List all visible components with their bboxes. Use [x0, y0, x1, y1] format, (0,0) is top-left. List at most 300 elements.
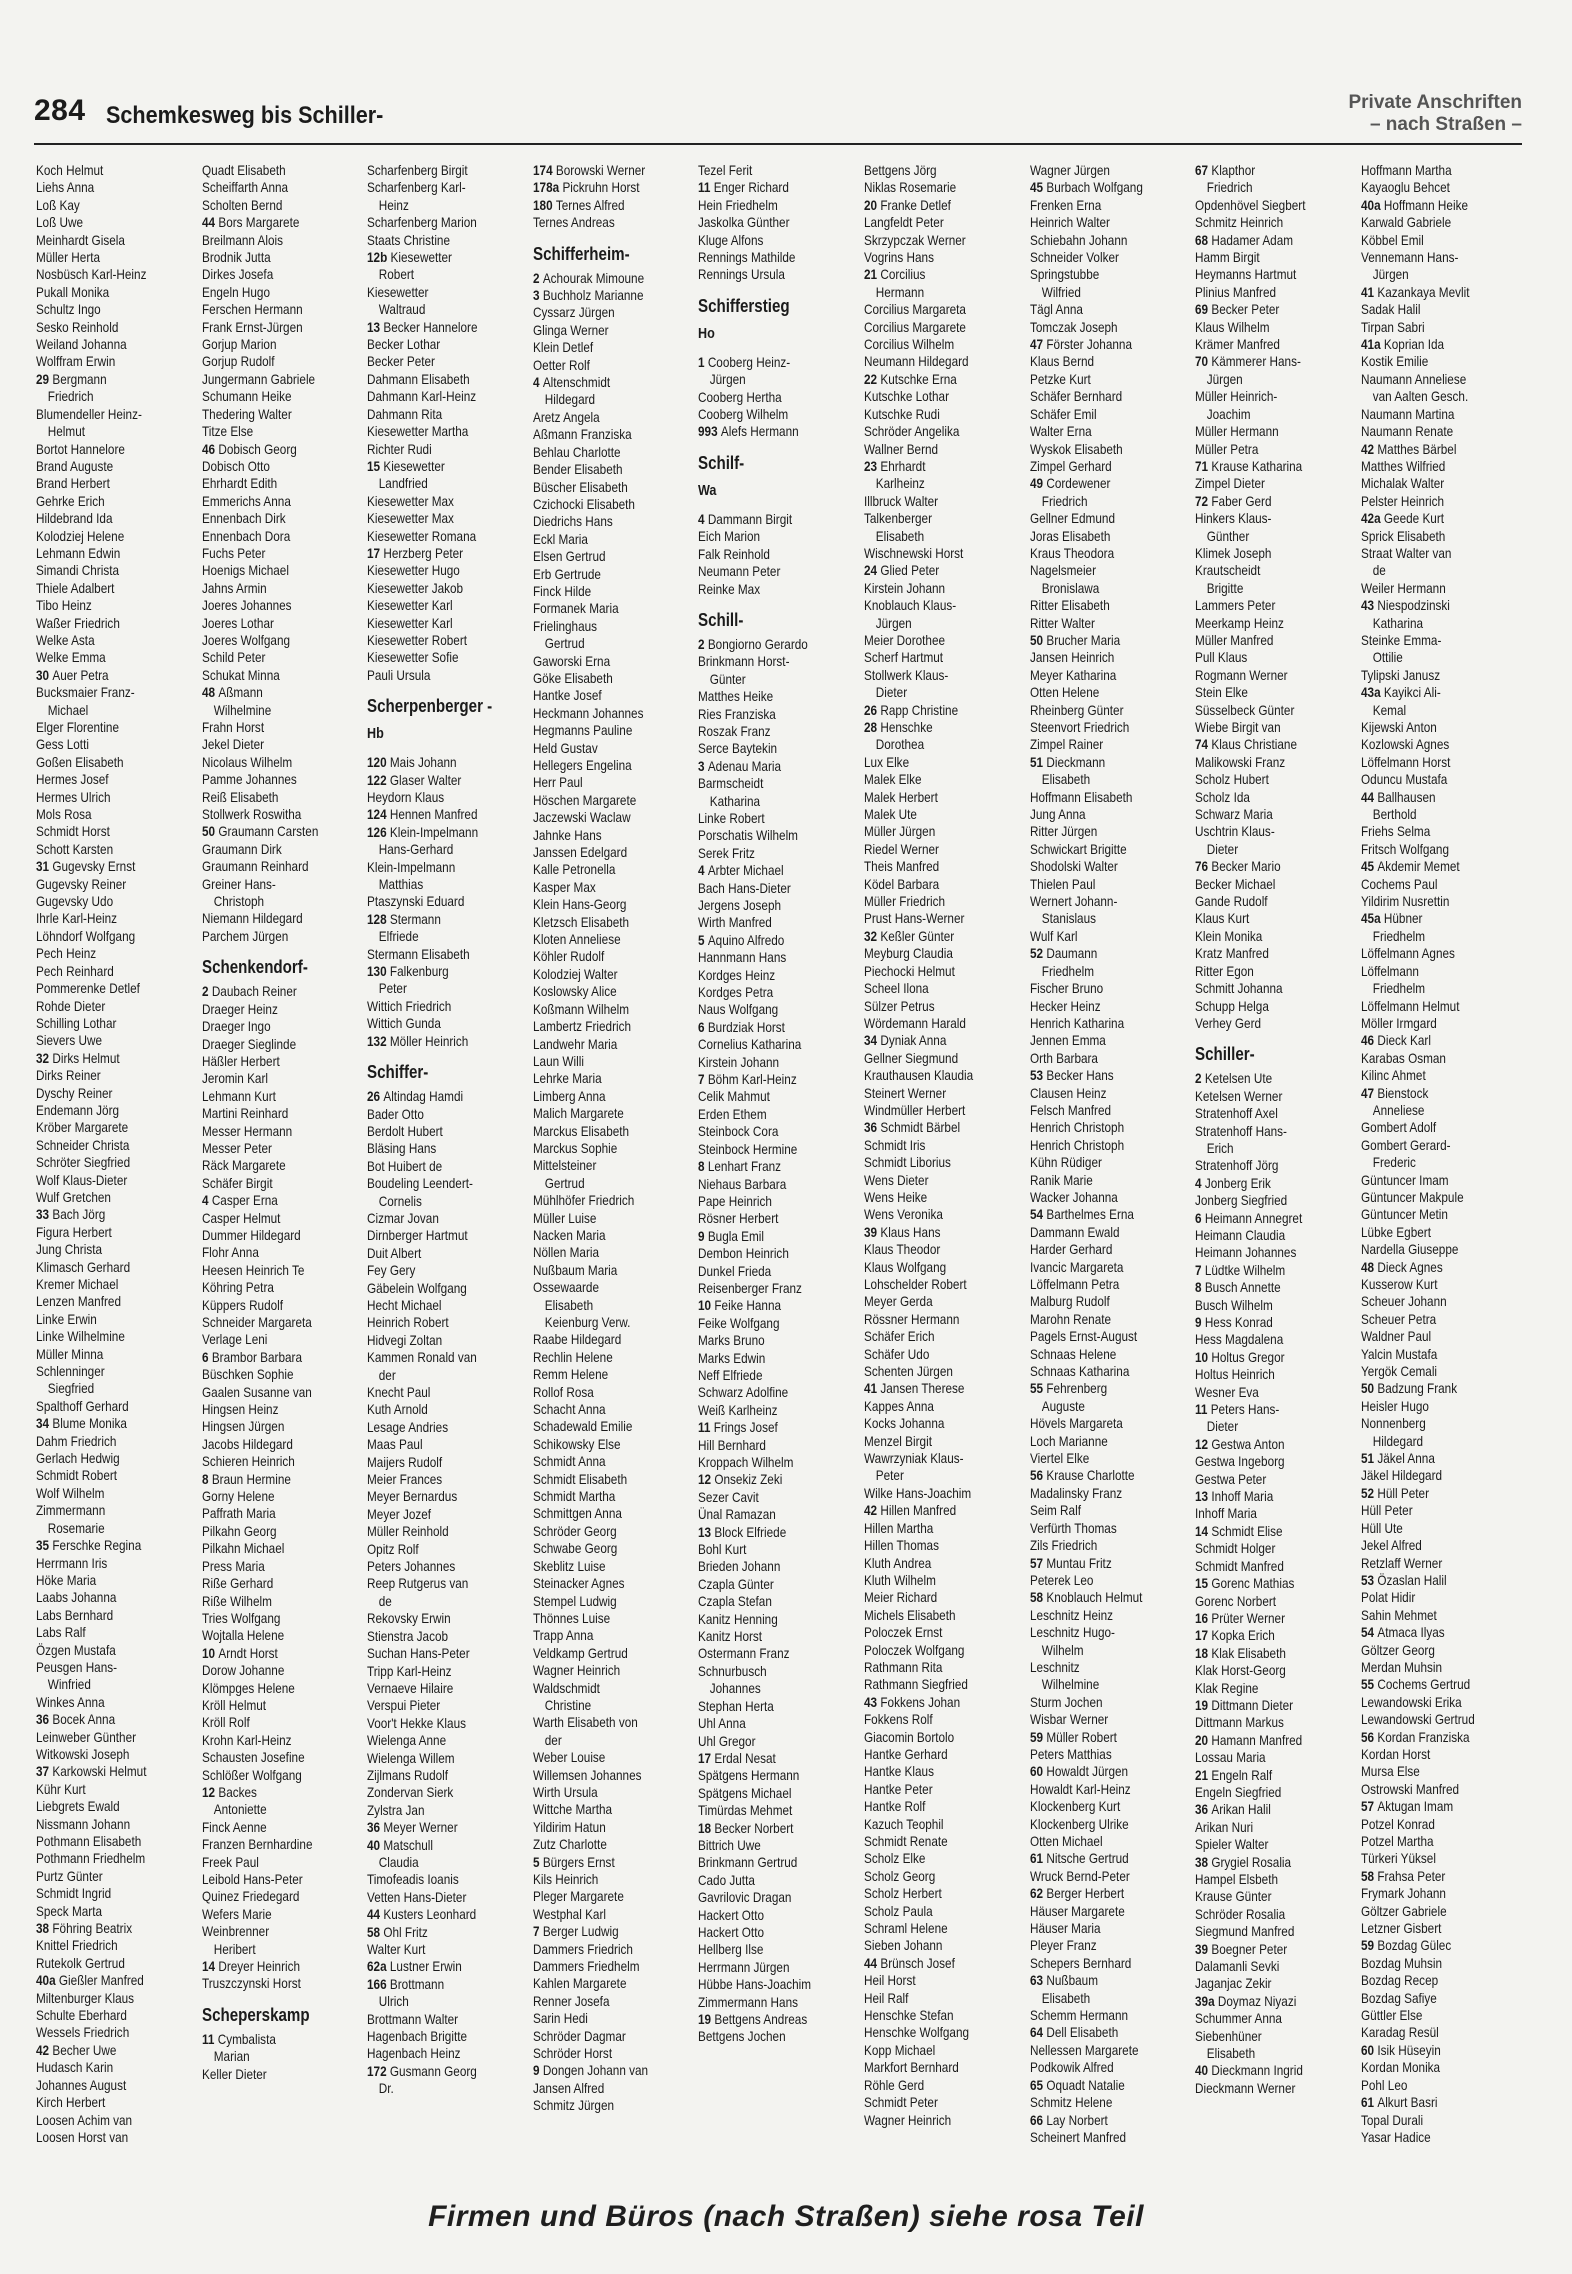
resident-entry: Potzel Konrad [1360, 1815, 1435, 1832]
house-number: 41 [1360, 283, 1378, 300]
house-number: 5 [698, 931, 709, 948]
resident-entry: Süsselbeck Günter [1195, 701, 1295, 718]
resident-entry: Verhey Gerd [1195, 1014, 1262, 1031]
resident-entry: Renner Josefa [532, 1992, 610, 2009]
resident-entry: Klein Detlef [532, 339, 593, 356]
resident-entry: Marohn Renate [1029, 1310, 1111, 1327]
resident-entry: Gerlach Hedwig [36, 1450, 120, 1467]
resident-entry: 50 Graumann Carsten [201, 823, 318, 840]
house-number: 45a [1360, 910, 1384, 927]
resident-entry: Otten Helene [1029, 684, 1099, 701]
resident-entry: Scharfenberg Birgit [367, 162, 468, 178]
resident-entry: Ködel Barbara [864, 875, 940, 892]
resident-entry: 128 Stermann [367, 910, 442, 927]
resident-entry: Yasar Hadice [1360, 2128, 1431, 2145]
resident-entry: 10 Feike Hanna [698, 1297, 782, 1314]
resident-entry: Mols Rosa [36, 806, 92, 823]
resident-entry: Pech Reinhard [36, 962, 114, 979]
resident-entry: Rösner Herbert [698, 1210, 779, 1227]
resident-entry: Thiele Adalbert [36, 579, 115, 596]
house-number: 7 [1195, 1261, 1206, 1278]
resident-entry: 11 Cymbalista [201, 2030, 276, 2047]
resident-entry: Frank Ernst-Jürgen [201, 318, 303, 335]
resident-entry: Jaganjac Zekir [1195, 1975, 1272, 1992]
resident-entry: Blumendeller Heinz- [36, 405, 142, 422]
resident-entry: Gugevsky Udo [36, 893, 114, 910]
resident-entry: Kiesewetter [367, 283, 429, 300]
resident-entry: Jungermann Gabriele [201, 370, 315, 387]
resident-entry: Hoffmann Elisabeth [1029, 788, 1133, 805]
entry-continuation: Auguste [1041, 1397, 1085, 1414]
house-number: 48 [1360, 1258, 1378, 1275]
street-heading: Schifferheim- [532, 243, 630, 264]
house-number: 40a [1360, 196, 1384, 213]
resident-entry: 64 Dell Elisabeth [1029, 2024, 1118, 2041]
resident-entry: Hellegers Engelina [532, 757, 632, 773]
resident-entry: 50 Brucher Maria [1029, 631, 1120, 648]
entry-continuation: Elfriede [378, 928, 419, 945]
resident-entry: Hill Bernhard [698, 1436, 767, 1453]
resident-entry: Corcilius Wilhelm [864, 336, 955, 353]
resident-entry: Breilmann Alois [201, 231, 283, 248]
house-number: 9 [532, 2062, 543, 2079]
resident-entry: Wallner Bernd [864, 440, 939, 457]
resident-entry: Hegmanns Pauline [532, 722, 633, 739]
resident-entry: 8 Lenhart Franz [698, 1158, 782, 1175]
resident-entry: 15 Gorenc Mathias [1195, 1575, 1295, 1592]
resident-entry: Kappes Anna [864, 1397, 934, 1414]
resident-entry: Kluth Wilhelm [864, 1571, 936, 1588]
resident-entry: Gorjup Rudolf [201, 353, 275, 370]
entry-continuation: Dieter [1206, 840, 1239, 857]
resident-entry: 48 Dieck Agnes [1360, 1258, 1443, 1275]
resident-entry: Oduncu Mustafa [1360, 771, 1448, 788]
resident-entry: Yergök Cemali [1360, 1363, 1437, 1380]
resident-entry: Schenten Jürgen [864, 1363, 953, 1380]
resident-entry: Röhle Gerd [864, 2076, 925, 2093]
resident-entry: 28 Henschke [864, 719, 933, 735]
resident-entry: Rollof Rosa [532, 1383, 594, 1400]
resident-entry: Becker Peter [367, 353, 436, 370]
resident-entry: Tomczak Joseph [1029, 318, 1118, 335]
resident-entry: Speck Marta [36, 1902, 103, 1919]
resident-entry: Müller Jürgen [864, 823, 936, 840]
resident-entry: Gestwa Ingeborg [1195, 1453, 1285, 1470]
resident-entry: 42a Geede Kurt [1360, 510, 1444, 527]
resident-entry: Boudeling Leendert- [367, 1175, 474, 1192]
resident-entry: Schupp Helga [1195, 997, 1270, 1014]
resident-entry: Podkowik Alfred [1029, 2059, 1114, 2076]
resident-entry: Dahmann Rita [367, 405, 443, 422]
resident-entry: Scherf Hartmut [864, 649, 944, 666]
resident-entry: Wirth Manfred [698, 914, 773, 931]
resident-entry: Prust Hans-Werner [864, 910, 965, 927]
resident-entry: Müller Reinhold [367, 1523, 449, 1540]
resident-entry: Meyer Katharina [1029, 666, 1116, 683]
resident-entry: 4 Altenschmidt [532, 374, 610, 391]
resident-entry: Kiesewetter Jakob [367, 579, 464, 596]
resident-entry: Schneider Margareta [201, 1314, 312, 1330]
resident-entry: Ehrhardt Edith [201, 475, 277, 492]
resident-entry: Wördemann Harald [864, 1014, 966, 1031]
resident-entry: 2 Achourak Mimoune [532, 269, 644, 286]
resident-entry: Krautscheidt [1195, 562, 1261, 579]
house-number: 13 [367, 318, 384, 335]
entry-continuation: Günter [710, 670, 747, 687]
house-number: 14 [1195, 1522, 1212, 1539]
resident-entry: Scharfenberg Karl- [367, 179, 466, 196]
resident-entry: 174 Borowski Werner [532, 162, 646, 178]
resident-entry: Ferschen Hermann [201, 301, 303, 318]
resident-entry: Endemann Jörg [36, 1101, 120, 1118]
resident-entry: 12 Gestwa Anton [1195, 1435, 1285, 1452]
resident-entry: 122 Glaser Walter [367, 771, 462, 788]
house-number: 50 [201, 823, 218, 840]
resident-entry: Räck Margarete [201, 1157, 286, 1174]
resident-entry: Henschke Stefan [864, 2007, 954, 2024]
house-number: 58 [367, 1923, 384, 1940]
resident-entry: Peterek Leo [1029, 1571, 1094, 1588]
resident-entry: Waßer Friedrich [36, 614, 120, 631]
resident-entry: 61 Nitsche Gertrud [1029, 1850, 1129, 1867]
resident-entry: 54 Barthelmes Erna [1029, 1206, 1134, 1223]
house-number: 44 [201, 214, 218, 231]
house-number: 41 [864, 1380, 881, 1397]
resident-entry: Friehs Selma [1360, 823, 1431, 840]
resident-entry: Gorjup Marion [201, 336, 277, 353]
resident-entry: Schemm Hermann [1029, 2007, 1128, 2024]
resident-entry: Sievers Uwe [36, 1032, 103, 1049]
resident-entry: Kühn Rüdiger [1029, 1154, 1102, 1171]
resident-entry: Pamme Johannes [201, 771, 297, 788]
resident-entry: Herrmann Jürgen [698, 1958, 790, 1975]
house-number: 11 [698, 179, 715, 196]
resident-entry: Güttler Else [1360, 2007, 1423, 2024]
resident-entry: 9 Hess Konrad [1195, 1314, 1273, 1330]
resident-entry: Erden Ethem [698, 1105, 768, 1122]
resident-entry: Potzel Martha [1360, 1833, 1434, 1849]
resident-entry: Hövels Margareta [1029, 1415, 1123, 1432]
resident-entry: Schnaas Helene [1029, 1345, 1116, 1362]
directory-column [202, 162, 322, 2083]
resident-entry: Steinke Emma- [1360, 631, 1442, 648]
resident-entry: Uhl Anna [698, 1715, 747, 1732]
resident-entry: Quinez Friedegard [201, 1888, 299, 1905]
resident-entry: Klaus Wilhelm [1195, 318, 1270, 335]
resident-entry: Krauthausen Klaudia [864, 1067, 974, 1084]
resident-entry: Gäbelein Wolfgang [367, 1279, 468, 1296]
house-number: 59 [1360, 1937, 1378, 1954]
resident-entry: Pommerenke Detlef [36, 980, 140, 997]
resident-entry: 33 Bach Jörg [36, 1206, 106, 1223]
resident-entry: Dunkel Frieda [698, 1262, 772, 1279]
resident-entry: Güntuncer Makpule [1360, 1188, 1464, 1205]
resident-entry: 46 Dieck Karl [1360, 1032, 1431, 1049]
resident-entry: 36 Bocek Anna [36, 1711, 116, 1728]
resident-entry: Hermes Josef [36, 771, 109, 788]
resident-entry: Lohschelder Robert [864, 1276, 967, 1292]
resident-entry: Scholten Bernd [201, 196, 283, 213]
resident-entry: Nonnenberg [1360, 1415, 1426, 1432]
resident-entry: Janssen Edelgard [532, 844, 627, 861]
resident-entry: Müller Heinrich- [1195, 388, 1278, 405]
resident-entry: Duit Albert [367, 1244, 422, 1261]
resident-entry: Krohn Karl-Heinz [201, 1731, 292, 1748]
resident-entry: Leschnitz [1029, 1658, 1080, 1675]
resident-entry: Löffelmann Horst [1360, 753, 1451, 770]
resident-entry: 9 Dongen Johann van [532, 2062, 648, 2079]
resident-entry: 43a Kayikci Ali- [1360, 684, 1441, 701]
house-number: 52 [1029, 945, 1046, 962]
resident-entry: Kiesewetter Martha [367, 423, 469, 440]
resident-entry: Pull Klaus [1195, 649, 1248, 666]
resident-entry: Malich Margarete [532, 1105, 624, 1122]
resident-entry: Becker Michael [1195, 875, 1276, 892]
resident-entry: Knoblauch Klaus- [864, 597, 957, 614]
resident-entry: Neumann Hildegard [864, 353, 969, 370]
resident-entry: Heinrich Walter [1029, 214, 1110, 231]
house-number: 36 [367, 1819, 384, 1836]
resident-entry: 180 Ternes Alfred [532, 196, 625, 213]
house-number: 26 [367, 1088, 384, 1105]
resident-entry: 58 Knoblauch Helmut [1029, 1589, 1143, 1606]
resident-entry: Winkes Anna [36, 1693, 105, 1710]
resident-entry: Schäfer Udo [864, 1345, 930, 1362]
house-number: 993 [698, 423, 722, 440]
house-number: 18 [698, 1819, 715, 1836]
resident-entry: Cizmar Jovan [367, 1209, 440, 1226]
resident-entry: Türkeri Yüksel [1360, 1850, 1436, 1867]
house-number: 24 [864, 562, 881, 579]
resident-entry: Thönnes Luise [532, 1609, 610, 1626]
resident-entry: Wolf Klaus-Dieter [36, 1171, 128, 1188]
resident-entry: Elsen Gertrud [532, 548, 606, 565]
house-number: 44 [1360, 788, 1378, 805]
resident-entry: Wawrzyniak Klaus- [864, 1450, 964, 1467]
resident-entry: Merdan Muhsin [1360, 1658, 1442, 1675]
resident-entry: Klimasch Gerhard [36, 1258, 131, 1275]
resident-entry: 35 Ferschke Regina [36, 1537, 142, 1554]
resident-entry: Hamm Birgit [1195, 249, 1260, 266]
resident-entry: Aßmann Franziska [532, 426, 632, 443]
resident-entry: 71 Krause Katharina [1195, 457, 1303, 474]
house-number: 74 [1195, 736, 1212, 753]
resident-entry: Dalamanli Sevki [1195, 1958, 1280, 1975]
resident-entry: Pilkahn Georg [201, 1522, 277, 1539]
resident-entry: Jekel Dieter [201, 736, 264, 753]
resident-entry: Scheiffarth Anna [201, 179, 288, 196]
resident-entry: Verlage Leni [201, 1331, 267, 1348]
resident-entry: 19 Bettgens Andreas [698, 2011, 808, 2027]
resident-entry: Lübke Egbert [1360, 1223, 1431, 1240]
resident-entry: Porschatis Wilhelm [698, 827, 799, 844]
resident-entry: Meyer Jozef [367, 1505, 432, 1522]
resident-entry: Zondervan Sierk [367, 1784, 454, 1801]
entry-continuation: Katharina [710, 792, 761, 809]
resident-entry: Linke Wilhelmine [36, 1328, 125, 1345]
street-heading: Schifferstieg [698, 295, 790, 316]
house-number: 55 [1029, 1380, 1046, 1397]
resident-entry: Häuser Margarete [1029, 1902, 1125, 1919]
resident-entry: Siebenhüner [1195, 2027, 1262, 2044]
entry-continuation: Dieter [1206, 1418, 1239, 1435]
resident-entry: Remm Helene [532, 1366, 608, 1383]
resident-entry: Felsch Manfred [1029, 1101, 1111, 1118]
resident-entry: Fritsch Wolfgang [1360, 840, 1449, 857]
resident-entry: 56 Krause Charlotte [1029, 1467, 1135, 1484]
resident-entry: Parchem Jürgen [201, 927, 288, 944]
street-district: Wa [698, 481, 717, 499]
resident-entry: 52 Daumann [1029, 945, 1097, 962]
resident-entry: Hantke Klaus [864, 1763, 934, 1780]
resident-entry: 126 Klein-Impelmann [367, 823, 479, 840]
resident-entry: Cyssarz Jürgen [532, 304, 615, 321]
resident-entry: Müller Minna [36, 1345, 104, 1362]
resident-entry: Sahin Mehmet [1360, 1606, 1437, 1623]
resident-entry: Kirch Herbert [36, 2094, 106, 2111]
house-number: 47 [1360, 1084, 1378, 1101]
resident-entry: Scheuer Petra [1360, 1310, 1436, 1327]
resident-entry: 41 Kazankaya Mevlit [1360, 283, 1470, 300]
resident-entry: Theis Manfred [864, 858, 940, 875]
house-number: 22 [864, 370, 881, 387]
resident-entry: Wittche Martha [532, 1801, 612, 1818]
resident-entry: 38 Grygiel Rosalia [1195, 1853, 1292, 1870]
resident-entry: 74 Klaus Christiane [1195, 736, 1298, 753]
resident-entry: Jansen Alfred [532, 2079, 605, 2096]
resident-entry: Kratz Manfred [1195, 945, 1270, 962]
resident-entry: Wirth Ursula [532, 1783, 598, 1800]
resident-entry: Ritter Jürgen [1029, 823, 1097, 840]
resident-entry: Finck Aenne [201, 1818, 267, 1835]
resident-entry: 29 Bergmann [36, 370, 107, 387]
resident-entry: Tries Wolfgang [201, 1609, 281, 1626]
resident-entry: Michalak Walter [1360, 475, 1445, 492]
resident-entry: 7 Lüdtke Wilhelm [1195, 1261, 1286, 1278]
resident-entry: Gorenc Norbert [1195, 1592, 1277, 1609]
resident-entry: Graumann Reinhard [201, 858, 309, 875]
house-number: 3 [698, 757, 709, 774]
resident-entry: Cado Jutta [698, 1871, 756, 1888]
resident-entry: Rheinberg Günter [1029, 701, 1124, 718]
resident-entry: Wernert Johann- [1029, 893, 1117, 910]
entry-continuation: Gertrud [544, 635, 585, 652]
resident-entry: Quadt Elisabeth [201, 162, 286, 178]
resident-entry: Müller Hermann [1195, 423, 1279, 440]
resident-entry: Berdolt Hubert [367, 1122, 444, 1139]
resident-entry: Frenken Erna [1029, 196, 1101, 213]
resident-entry: Liebgrets Ewald [36, 1798, 120, 1815]
house-number: 35 [36, 1537, 53, 1554]
resident-entry: Gande Rudolf [1195, 893, 1268, 910]
resident-entry: Wisbar Werner [1029, 1711, 1108, 1728]
resident-entry: 63 Nußbaum [1029, 1972, 1098, 1989]
resident-entry: 44 Kusters Leonhard [367, 1906, 477, 1923]
resident-entry: Gehrke Erich [36, 492, 105, 509]
street-district: Ho [698, 324, 716, 342]
resident-entry: Lehrke Maria [532, 1070, 602, 1087]
resident-entry: 40 Matschull [367, 1836, 434, 1853]
resident-entry: Brand Auguste [36, 457, 114, 474]
resident-entry: Schröder Horst [532, 2045, 612, 2062]
resident-entry: Meyer Gerda [864, 1293, 933, 1310]
entry-continuation: Hans-Gerhard [378, 841, 454, 858]
resident-entry: Schwabe Georg [532, 1540, 618, 1557]
resident-entry: Kutschke Lothar [864, 388, 949, 405]
resident-entry: 130 Falkenburg [367, 963, 449, 980]
house-number: 17 [1195, 1627, 1212, 1644]
resident-entry: Loosen Horst van [36, 2128, 129, 2145]
house-number: 17 [698, 1749, 715, 1766]
house-number: 178a [532, 179, 563, 196]
resident-entry: 10 Holtus Gregor [1195, 1348, 1285, 1365]
resident-entry: Krämer Manfred [1195, 336, 1281, 353]
entry-continuation: Friedhelm [1372, 980, 1425, 997]
resident-entry: Brinkmann Gertrud [698, 1854, 798, 1871]
resident-entry: Kloten Anneliese [532, 931, 621, 948]
entry-continuation: Bronislawa [1041, 579, 1099, 596]
entry-continuation: Helmut [47, 423, 86, 440]
resident-entry: Poloczek Wolfgang [864, 1641, 965, 1658]
resident-entry: Neff Elfriede [698, 1366, 763, 1383]
house-number: 8 [1195, 1279, 1206, 1296]
street-heading: Schenkendorf- [201, 957, 308, 978]
resident-entry: Schlößer Wolfgang [201, 1766, 302, 1783]
resident-entry: Nöllen Maria [532, 1244, 599, 1261]
house-number: 45 [1029, 179, 1046, 196]
resident-entry: 44 Bors Margarete [201, 214, 299, 231]
resident-entry: Johannes August [36, 2076, 127, 2093]
resident-entry: 11 Enger Richard [698, 179, 790, 196]
resident-entry: Loosen Achim van [36, 2111, 133, 2128]
resident-entry: Herr Paul [532, 774, 583, 791]
resident-entry: Klockenberg Ulrike [1029, 1815, 1129, 1832]
house-number: 56 [1029, 1467, 1046, 1484]
resident-entry: Özgen Mustafa [36, 1641, 116, 1658]
resident-entry: Zimmermann Hans [698, 1993, 799, 2010]
house-number: 6 [698, 1018, 709, 1035]
resident-entry: 45 Burbach Wolfgang [1029, 179, 1143, 196]
resident-entry: 39 Boegner Peter [1195, 1940, 1288, 1957]
resident-entry: Klein Hans-Georg [532, 896, 627, 913]
resident-entry: Güntuncer Metin [1360, 1206, 1448, 1223]
resident-entry: 36 Meyer Werner [367, 1819, 458, 1836]
house-number: 4 [532, 374, 543, 391]
resident-entry: 40a Hoffmann Heike [1360, 196, 1468, 213]
resident-entry: 53 Becker Hans [1029, 1067, 1114, 1084]
resident-entry: 58 Frahsa Peter [1360, 1867, 1446, 1884]
resident-entry: Schepers Bernhard [1029, 1954, 1131, 1971]
resident-entry: 70 Kämmerer Hans- [1195, 353, 1302, 370]
resident-entry: Schröder Angelika [864, 423, 960, 440]
resident-entry: Hampel Elsbeth [1195, 1871, 1279, 1887]
resident-entry: Meerkamp Heinz [1195, 614, 1285, 631]
resident-entry: Stollwerk Klaus- [864, 666, 949, 683]
house-number: 9 [1195, 1314, 1206, 1330]
house-number: 71 [1195, 457, 1212, 474]
resident-entry: 2 Daubach Reiner [201, 983, 297, 1000]
resident-entry: Ritter Walter [1029, 614, 1095, 631]
house-number: 72 [1195, 492, 1212, 509]
resident-entry: Loß Kay [36, 196, 80, 213]
resident-entry: Jaskolka Günther [698, 214, 790, 231]
resident-entry: Nosbüsch Karl-Heinz [36, 266, 147, 283]
resident-entry: Scholz Herbert [864, 1885, 942, 1902]
resident-entry: Jahns Armin [201, 579, 267, 596]
resident-entry: Schröter Siegfried [36, 1154, 131, 1171]
resident-entry: 20 Franke Detlef [864, 196, 951, 213]
resident-entry: 53 Özaslan Halil [1360, 1571, 1447, 1588]
